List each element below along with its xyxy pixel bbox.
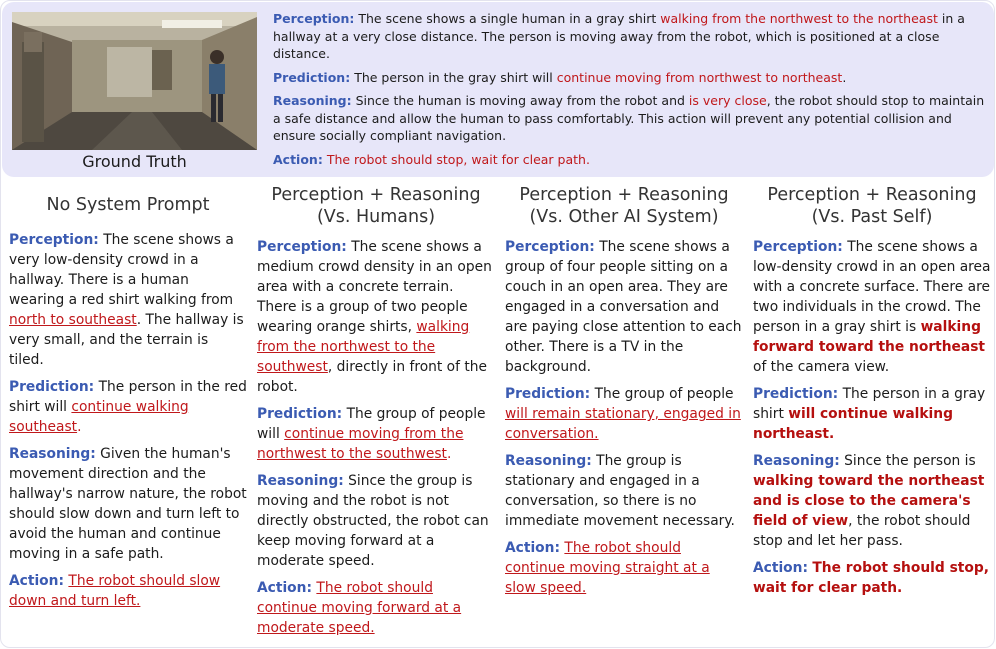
prediction-label: Prediction: [505, 386, 591, 402]
column-title-line1: Perception + Reasoning [519, 185, 729, 205]
prediction-paragraph [753, 384, 991, 444]
action-paragraph [753, 558, 991, 598]
gt-prediction-text: The person in the gray shirt will [354, 69, 557, 85]
reasoning-text: Since the group is moving and the robot is not directly obstructed, the robot can keep moving forward at a moderate speed. [257, 473, 489, 569]
reasoning-text: Given the human's movement direction and the hallway's narrow nature, the robot should slow down and turn left to avoid the human and continue moving in a safe path. [9, 446, 247, 562]
action-highlight: The robot should slow down and turn left. [9, 573, 221, 609]
reasoning-paragraph [9, 444, 247, 564]
action-highlight: The robot should continue moving straight at a slow speed. [505, 540, 710, 596]
perception-paragraph [505, 237, 743, 377]
gt-reasoning-label: Reasoning: [273, 93, 352, 108]
column-vs-past-self [753, 181, 991, 605]
column-title-line1: No System Prompt [46, 195, 210, 215]
reasoning-text-end: , the robot should stop and let her pass. [753, 513, 971, 549]
action-label: Action: [9, 573, 64, 589]
gt-action-highlight: The robot should stop, wait for clear path. [322, 151, 590, 167]
column-title-line2: (Vs. Other AI System) [529, 207, 719, 227]
reasoning-text: The group is stationary and engaged in a conversation, so there is no immediate movement necessary. [505, 453, 735, 529]
column-no-system-prompt [9, 181, 247, 618]
prediction-text: The person in the red shirt will [9, 379, 247, 415]
gt-action-label: Action: [273, 151, 323, 167]
action-highlight: The robot should continue moving forward at a moderate speed. [257, 580, 462, 636]
column-vs-humans [257, 181, 495, 645]
column-body [505, 237, 743, 598]
perception-text: The scene shows a very low-density crowd in a hallway. There is a human wearing a red shirt walking from [9, 232, 234, 308]
prediction-text-end: . [829, 426, 835, 442]
perception-label: Perception: [505, 239, 595, 255]
action-label: Action: [753, 560, 808, 576]
column-title [753, 181, 991, 231]
gt-perception-text-end: in a hallway at a very close distance. The person is moving away from the robot, which is positioned at a close distance. [273, 11, 965, 61]
prediction-label: Prediction: [257, 406, 343, 422]
action-paragraph [505, 538, 743, 598]
column-body [753, 237, 991, 598]
ground-truth-text [273, 10, 988, 174]
action-label: Action: [257, 580, 312, 596]
reasoning-label: Reasoning: [505, 453, 592, 469]
perception-label: Perception: [257, 239, 347, 255]
reasoning-label: Reasoning: [257, 473, 344, 489]
reasoning-paragraph [753, 451, 991, 551]
column-title-line1: Perception + Reasoning [767, 185, 977, 205]
prediction-highlight: will remain stationary, engaged in conversation. [505, 406, 741, 442]
column-title [505, 181, 743, 231]
column-title [9, 181, 247, 229]
prediction-text: The group of people will [257, 406, 486, 442]
gt-prediction-label: Prediction: [273, 69, 351, 85]
prediction-text: The person in a gray shirt [753, 386, 986, 422]
gt-prediction-highlight: continue moving from northwest to northeast [556, 69, 843, 85]
gt-perception [273, 10, 988, 63]
perception-text-end: , directly in front of the robot. [257, 359, 488, 395]
prediction-paragraph [257, 404, 495, 464]
prediction-paragraph [9, 377, 247, 437]
reasoning-text: Since the person is [839, 453, 976, 469]
column-title-line2: (Vs. Humans) [316, 207, 436, 227]
perception-paragraph [257, 237, 495, 397]
column-vs-other-ai [505, 181, 743, 605]
perception-paragraph [9, 230, 247, 370]
hallway-scene-image [12, 12, 257, 150]
gt-perception-highlight: walking from the northwest to the northeast [660, 11, 938, 26]
column-title [257, 181, 495, 231]
perception-paragraph [753, 237, 991, 377]
perception-highlight: walking forward toward the northeast [753, 319, 986, 355]
perception-label: Perception: [9, 232, 99, 248]
column-title-line2: (Vs. Past Self) [811, 207, 933, 227]
gt-perception-text: The scene shows a single human in a gray shirt [358, 11, 661, 26]
gt-perception-label: Perception: [273, 11, 355, 26]
perception-highlight: north to southeast [9, 312, 137, 328]
gt-reasoning [273, 92, 988, 145]
column-body [9, 230, 247, 611]
perception-text: The scene shows a low-density crowd in an open area with a concrete surface. There are two individuals in the crowd. The person in a gray shirt is [753, 239, 991, 335]
reasoning-label: Reasoning: [9, 446, 96, 462]
perception-text-end: of the camera view. [753, 359, 890, 375]
perception-label: Perception: [753, 239, 843, 255]
prediction-highlight: continue moving from the northwest to the southwest [257, 426, 464, 462]
hallway-photo [12, 12, 257, 150]
action-highlight: The robot should stop, wait for clear path. [753, 560, 989, 596]
prediction-highlight: continue walking southeast [9, 399, 189, 435]
column-body [257, 237, 495, 638]
perception-text: The scene shows a medium crowd density in an open area with a concrete terrain. There is a group of two people wearing orange shirts, [257, 239, 492, 335]
action-paragraph [9, 571, 247, 611]
prediction-text: The group of people [590, 386, 734, 402]
ground-truth-panel [2, 2, 994, 177]
prediction-highlight: will continue walking northeast [753, 406, 953, 442]
gt-reasoning-text: Since the human is moving away from the robot and [351, 93, 689, 108]
gt-reasoning-highlight: is very close [688, 93, 767, 108]
prediction-paragraph [505, 384, 743, 444]
reasoning-paragraph [505, 451, 743, 531]
perception-highlight: walking from the northwest to the southwest [257, 319, 470, 375]
prediction-text-end: . [446, 446, 452, 462]
action-label: Action: [505, 540, 560, 556]
action-paragraph [257, 578, 495, 638]
reasoning-paragraph [257, 471, 495, 571]
perception-text-end: . The hallway is very small, and the terrain is tiled. [9, 312, 244, 368]
reasoning-label: Reasoning: [753, 453, 840, 469]
ground-truth-caption: Ground Truth [82, 152, 187, 171]
perception-text: The scene shows a group of four people sitting on a couch in an open area. They are engaged in a conversation and are paying close attention to each other. There is a TV in the background. [505, 239, 742, 375]
reasoning-highlight: walking toward the northeast and is close to the camera's field of view [753, 473, 985, 529]
prediction-label: Prediction: [753, 386, 839, 402]
prediction-text-end: . [77, 419, 82, 435]
column-title-line1: Perception + Reasoning [271, 185, 481, 205]
gt-reasoning-text-end: , the robot should stop to maintain a safe distance and allow the human to pass comfortably. This action will prevent any potential collision and ensure socially compliant navigation. [273, 93, 985, 143]
gt-action [273, 151, 988, 169]
gt-prediction-text-end: . [842, 69, 847, 85]
prediction-label: Prediction: [9, 379, 95, 395]
gt-prediction [273, 69, 988, 87]
